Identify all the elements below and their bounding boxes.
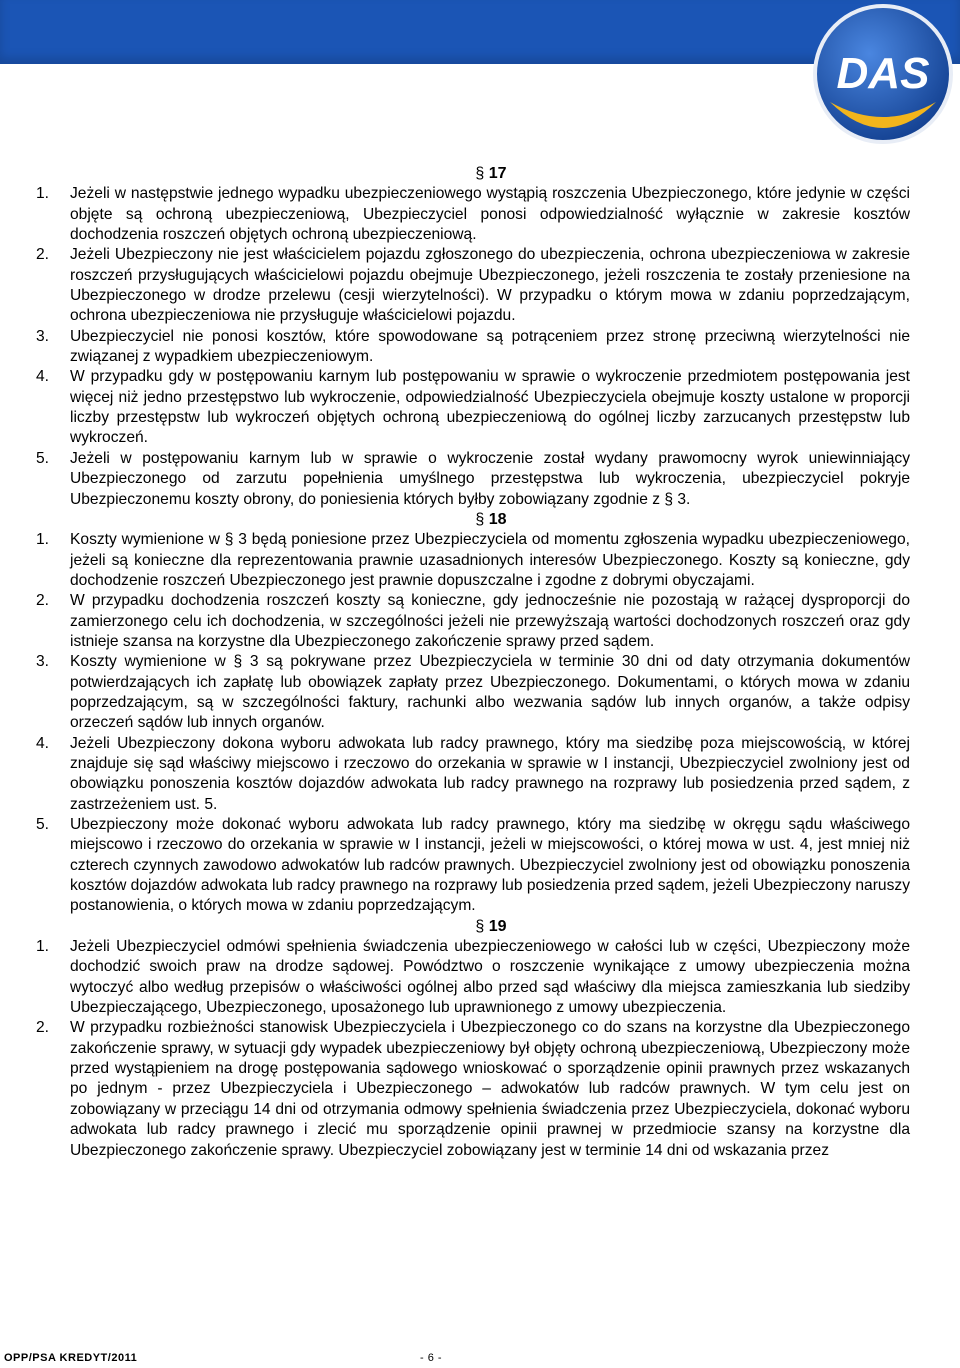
paragraph-number: 2. (36, 246, 50, 264)
footer-document-code: OPP/PSA KREDYT/2011 (4, 1352, 138, 1364)
paragraph-number: 2. (36, 1019, 50, 1037)
paragraph-number: 5. (36, 816, 50, 833)
paragraph-number: 3. (36, 653, 50, 671)
paragraph-text: W przypadku dochodzenia roszczeń koszty są konieczne, gdy jednocześnie nie pozostają w rażącej dysproporcji do zamierzonego celu ich dochodzenia, w szczególności jeżeli nie przewyższają wartości dochodzonych roszczeń oraz gdy istnieje szansa na korzystne dla Ubezpieczonego zakończenie sprawy przed sądem. (70, 592, 910, 650)
paragraph-text: Jeżeli w postępowaniu karnym lub w sprawie o wykroczenie został wydany prawomocny wyrok uniewinniający Ubezpieczonego od zarzutu popełnienia umyślnego przestępstwa lub wykroczenia, ubezpieczyciel pokryje Ubezpieczonemu koszty obrony, do poniesienia których byłby zobowiązany zgodnie z § 3. (70, 449, 910, 508)
paragraph-text: Ubezpieczony może dokonać wyboru adwokata lub radcy prawnego, który ma siedzibę w okręgu sądu właściwego miejscowo i rzeczowo do orzekania w sprawie w I instancji, jeżeli w miejscowości, o której mowa w ust. 4, jest mniej niż czterech czynnych zawodowo adwokatów lub radców prawnych. Ubezpieczyciel zwolniony jest od obowiązku ponoszenia kosztów dojazdów adwokata lub radcy prawnego na rozprawy lub posiedzenia przed sądem, jeżeli Ubezpieczony naruszy postanowienia, o których mowa w zdaniu poprzedzającym. (70, 816, 910, 915)
paragraph-number: 1. (36, 185, 50, 203)
document-body (36, 164, 910, 1161)
paragraph-number: 1. (36, 938, 50, 956)
section-number: 19 (488, 917, 507, 935)
paragraph-text: W przypadku gdy w postępowaniu karnym lub postępowaniu w sprawie o wykroczenie przedmiotem postępowania jest więcej niż jedno przestępstwo lub wykroczenie, odpowiedzialność Ubezpieczyciela obejmuje koszty ustalone w proporcji liczby przestępstw lub wykroczeń objętych ochroną ubezpieczeniową do ogólnej liczby zarzucanych przestępstw lub wykroczeń. (70, 368, 910, 447)
section-title (54, 917, 928, 937)
section-title (54, 164, 928, 184)
section-title (54, 510, 928, 530)
paragraph-text: Ubezpieczyciel nie ponosi kosztów, które spowodowane są potrąceniem przez stronę przeciwną wierzytelności nie związanej z wypadkiem ubezpieczeniowym. (70, 327, 910, 366)
paragraph-text: Jeżeli Ubezpieczony nie jest właścicielem pojazdu zgłoszonego do ubezpieczenia, ochrona ubezpieczeniowa w zakresie roszczeń przysługujących właścicielowi pojazdu obejmuje Ubezpieczonego, jeżeli roszczenia te zostały przeniesione na Ubezpieczonego w drodze przelewu (cesji wierzytelności). W przypadku o którym mowa w zdaniu poprzedzającym, ochrona ubezpieczeniowa nie przysługuje właścicielowi pojazdu. (70, 246, 910, 325)
paragraph (36, 734, 910, 815)
das-logo (808, 4, 958, 154)
section-sign: § (475, 510, 485, 528)
paragraph (36, 184, 910, 245)
paragraph-text: Jeżeli Ubezpieczony dokona wyboru adwokata lub radcy prawnego, który ma siedzibę poza miejscowością, w której znajduje się sąd właściwy miejscowo i rzeczowo do orzekania w sprawie w I instancji, Ubezpieczyciel zwolniony jest od obowiązku ponoszenia kosztów dojazdów adwokata lub radcy prawnego na rozprawy lub posiedzenia przed sądem, z zastrzeżeniem ust. 5. (70, 734, 910, 813)
section-number: 17 (488, 165, 507, 182)
paragraph (36, 815, 910, 917)
section-sign: § (475, 165, 485, 182)
paragraph-number: 1. (36, 531, 50, 549)
paragraph (36, 327, 910, 368)
paragraph (36, 591, 910, 652)
paragraph-number: 4. (36, 734, 50, 752)
paragraph (36, 1018, 910, 1160)
paragraph-text: Jeżeli Ubezpieczyciel odmówi spełnienia świadczenia ubezpieczeniowego w całości lub w części, Ubezpieczony może dochodzić swoich praw na drodze sądowej. Powództwo o roszczenie wynikające z umowy ubezpieczenia można wytoczyć albo według przepisów o właściwości ogólnej albo przed sąd właściwy dla miejsca zamieszkania lub siedziby Ubezpieczającego, Ubezpieczonego, uposażonego lub uprawnionego z umowy ubezpieczenia. (70, 938, 910, 1017)
paragraph-number: 2. (36, 592, 50, 610)
paragraph-number: 5. (36, 449, 50, 467)
paragraph-number: 3. (36, 327, 50, 345)
paragraph (36, 652, 910, 733)
paragraph (36, 449, 910, 510)
paragraph (36, 245, 910, 326)
paragraph-number: 4. (36, 368, 50, 386)
paragraph-text: Koszty wymienione w § 3 są pokrywane przez Ubezpieczyciela w terminie 30 dni od daty otrzymania dokumentów potwierdzających ich zapłatę lub obowiązek zapłaty przez Ubezpieczonego. Dokumentami, o których mowa w zdaniu poprzedzającym, są w szczególności faktury, rachunki albo wezwania sądów lub innych organów, a także odpisy orzeczeń sądów lub innych organów. (70, 653, 910, 732)
footer-page-number: - 6 - (420, 1352, 443, 1364)
paragraph-text: Jeżeli w następstwie jednego wypadku ubezpieczeniowego wystąpią roszczenia Ubezpieczonego, które jedynie w części objęte są ochroną ubezpieczeniową, Ubezpieczyciel ponosi odpowiedzialność wyłącznie w zakresie kosztów dochodzenia roszczeń objętych ochroną ubezpieczeniową. (70, 185, 910, 244)
section-number: 18 (488, 510, 507, 528)
paragraph-text: W przypadku rozbieżności stanowisk Ubezpieczyciela i Ubezpieczonego co do szans na korzystne dla Ubezpieczonego zakończenie sprawy, w sytuacji gdy wypadek ubezpieczeniowy był objęty ochroną ubezpieczeniową, Ubezpieczony może przed wystąpieniem na drogę postępowania sądowego wnioskować o sporządzenie opinii prawnych przez wskazanych po jednym - przez Ubezpieczyciela i Ubezpieczonego – adwokatów lub radców prawnych. W tym celu jest on zobowiązany w przeciągu 14 dni od otrzymania odmowy spełnienia świadczenia przez Ubezpieczyciela, dokonać wyboru adwokata lub radcy prawnego i zlecić mu sporządzenie opinii prawnej w przedmiocie szansy na korzystne dla Ubezpieczonego zakończenie sprawy. Ubezpieczyciel zobowiązany jest w terminie 14 dni od wskazania przez (70, 1019, 910, 1159)
section-sign: § (475, 917, 485, 935)
paragraph-text: Koszty wymienione w § 3 będą poniesione przez Ubezpieczyciela od momentu zgłoszenia wypadku ubezpieczeniowego, jeżeli są konieczne dla reprezentowania prawnie uzasadnionych interesów Ubezpieczonego. Koszty są konieczne, gdy dochodzenie roszczeń Ubezpieczonego jest prawnie dopuszczalne i zgodne z dobrymi obyczajami. (70, 531, 910, 589)
paragraph (36, 530, 910, 591)
paragraph (36, 937, 910, 1018)
paragraph (36, 367, 910, 448)
das-logo-text: DAS (836, 49, 930, 98)
